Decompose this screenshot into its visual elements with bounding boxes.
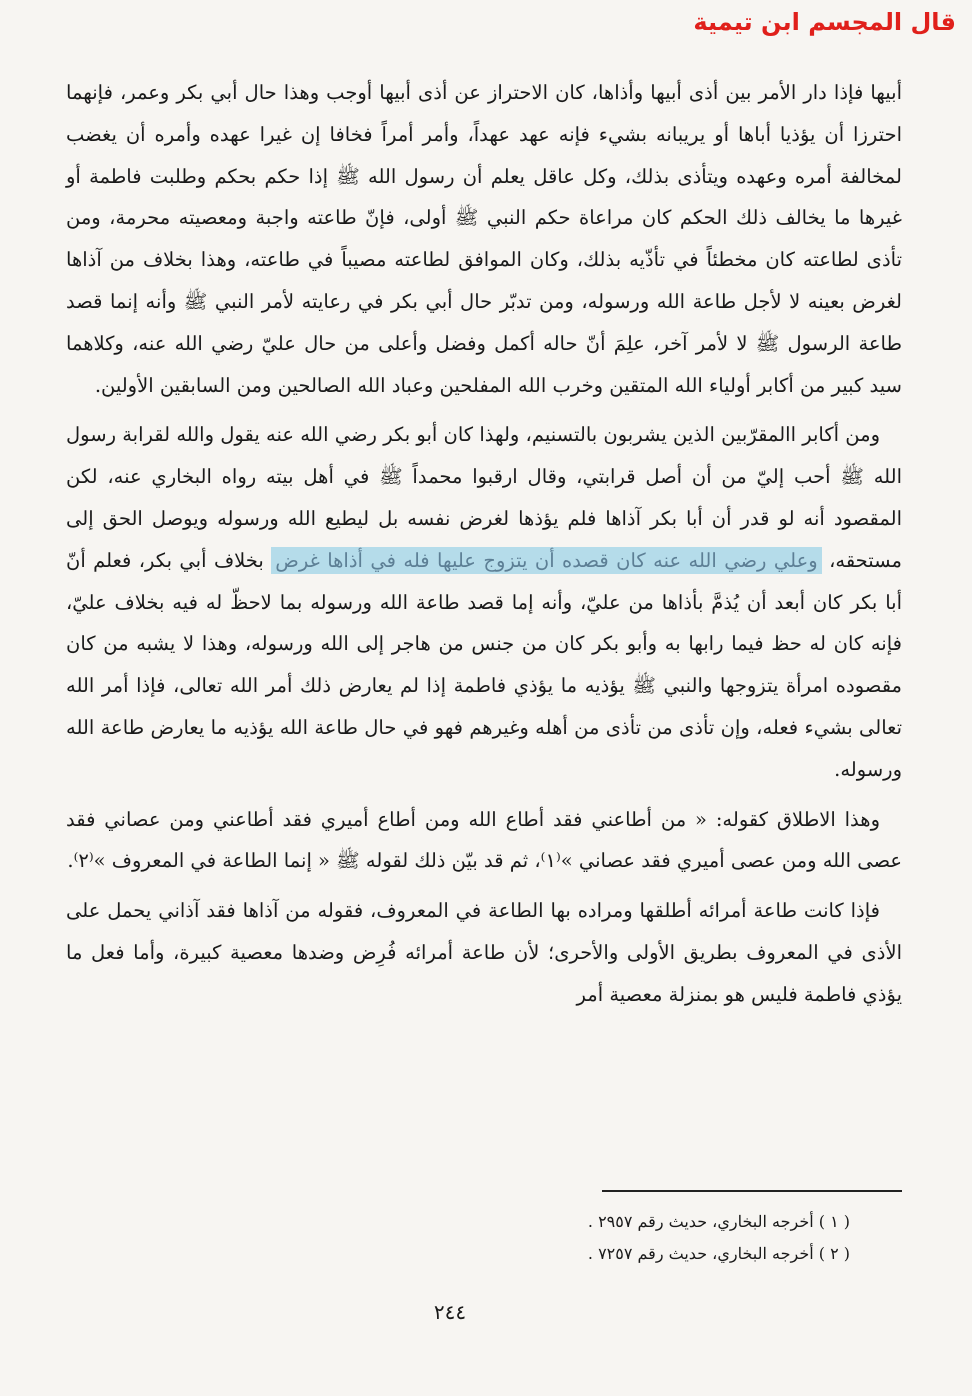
highlighted-text: وعلي رضي الله عنه كان قصده أن يتزوج عليها فله في أذاها غرض bbox=[271, 547, 821, 574]
paragraph-1: أبيها فإذا دار الأمر بين أذى أبيها وأذاها، كان الاحتراز عن أذى أبيها أوجب وهذا حال أبي بكر وعمر، فإنهما احترزا أن يؤذيا أباها أو يريبانه بشيء فإنه عهد عهداً، وأمر أمراً فخافا إن غيرا عهده وأمره أن يغضب لمخالفة أمره وعهده ويتأذى بذلك، وكل عاقل يعلم أن رسول الله ﷺ إذا حكم بحكم وطلبت فاطمة أو غيرها ما يخالف ذلك الحكم كان مراعاة حكم النبي ﷺ أولى، فإنّ طاعته واجبة ومعصيته محرمة، ومن تأذى لطاعته كان مخطئاً في تأذّيه بذلك، وكان الموافق لطاعته مصيباً في طاعته، وهذا بخلاف من آذاها لغرض بعينه لا لأجل طاعة الله ورسوله، ومن تدبّر حال أبي بكر في رعايته لأمر النبي ﷺ وأنه إنما قصد طاعة الرسول ﷺ لا لأمر آخر، علِمَ أنّ حاله أكمل وفضل وأعلى من حال عليّ رضي الله عنه، وكلاهما سيد كبير من أكابر أولياء الله المتقين وخرب الله المفلحين وعباد الله الصالحين ومن السابقين الأولين. bbox=[66, 81, 902, 397]
footnotes bbox=[588, 1206, 850, 1270]
paragraph-2 bbox=[66, 414, 902, 790]
paragraph-2-after: بخلاف أبي بكر، فعلم أنّ أبا بكر كان أبعد أن يُذمَّ بأذاها من عليّ، وأنه إما قصد طاعة الله ورسوله بما لاحظّ له فيه بخلاف عليّ، فإنه كان له حظ فيما رابها به وأبو بكر كان من جنس من هاجر إلى الله ورسوله، وهذا لا يشبه من كان مقصوده امرأة يتزوجها والنبي ﷺ يؤذيه ما يؤذي فاطمة إذا لم يعارض ذلك أمر الله تعالى، فإذا أمر الله تعالى بشيء فعله، وإن تأذى من تأذى من أهله وغيرهم فهو في حال طاعة الله يؤذيه ما يعارض طاعة الله ورسوله. bbox=[66, 548, 902, 781]
footnote-separator bbox=[602, 1190, 902, 1192]
page-title: قال المجسم ابن تيمية bbox=[693, 8, 956, 36]
footnote-2: ( ٢ ) أخرجه البخاري، حديث رقم ٧٢٥٧ . bbox=[587, 1244, 850, 1263]
paragraph-4: فإذا كانت طاعة أمرائه أطلقها ومراده بها الطاعة في المعروف، فقوله من آذاها فقد آذاني يحمل على الأذى في المعروف بطريق الأولى والأحرى؛ لأن طاعة أمرائه فُرِض وضدها معصية كبيرة، وأما فعل ما يؤذي فاطمة فليس هو بمنزلة معصية أمر bbox=[66, 899, 902, 1006]
page-number: ٢٤٤ bbox=[433, 1300, 467, 1324]
paragraph-3: وهذا الاطلاق كقوله: « من أطاعني فقد أطاع الله ومن أطاع أميري فقد أطاعني ومن عصاني فقد عصى الله ومن عصى أميري فقد عصاني »⁽١⁾، ثم قد بيّن ذلك لقوله ﷺ « إنما الطاعة في المعروف »⁽٢⁾. bbox=[66, 807, 902, 873]
main-text bbox=[66, 72, 902, 1024]
footnote-1: ( ١ ) أخرجه البخاري، حديث رقم ٢٩٥٧ . bbox=[587, 1212, 850, 1231]
paragraph-2-before: ومن أكابر االمقرّبين الذين يشربون بالتسنيم، ولهذا كان أبو بكر رضي الله عنه يقول والله لقرابة رسول الله ﷺ أحب إليّ من أن أصل قرابتي، وقال ارقبوا محمداً ﷺ في أهل بيته رواه البخاري عنه، لكن المقصود أنه لو قدر أن أبا بكر آذاها فلم يؤذها لغرض نفسه بل ليطيع الله ورسوله ويوصل الحق إلى مستحقه، bbox=[66, 423, 902, 572]
